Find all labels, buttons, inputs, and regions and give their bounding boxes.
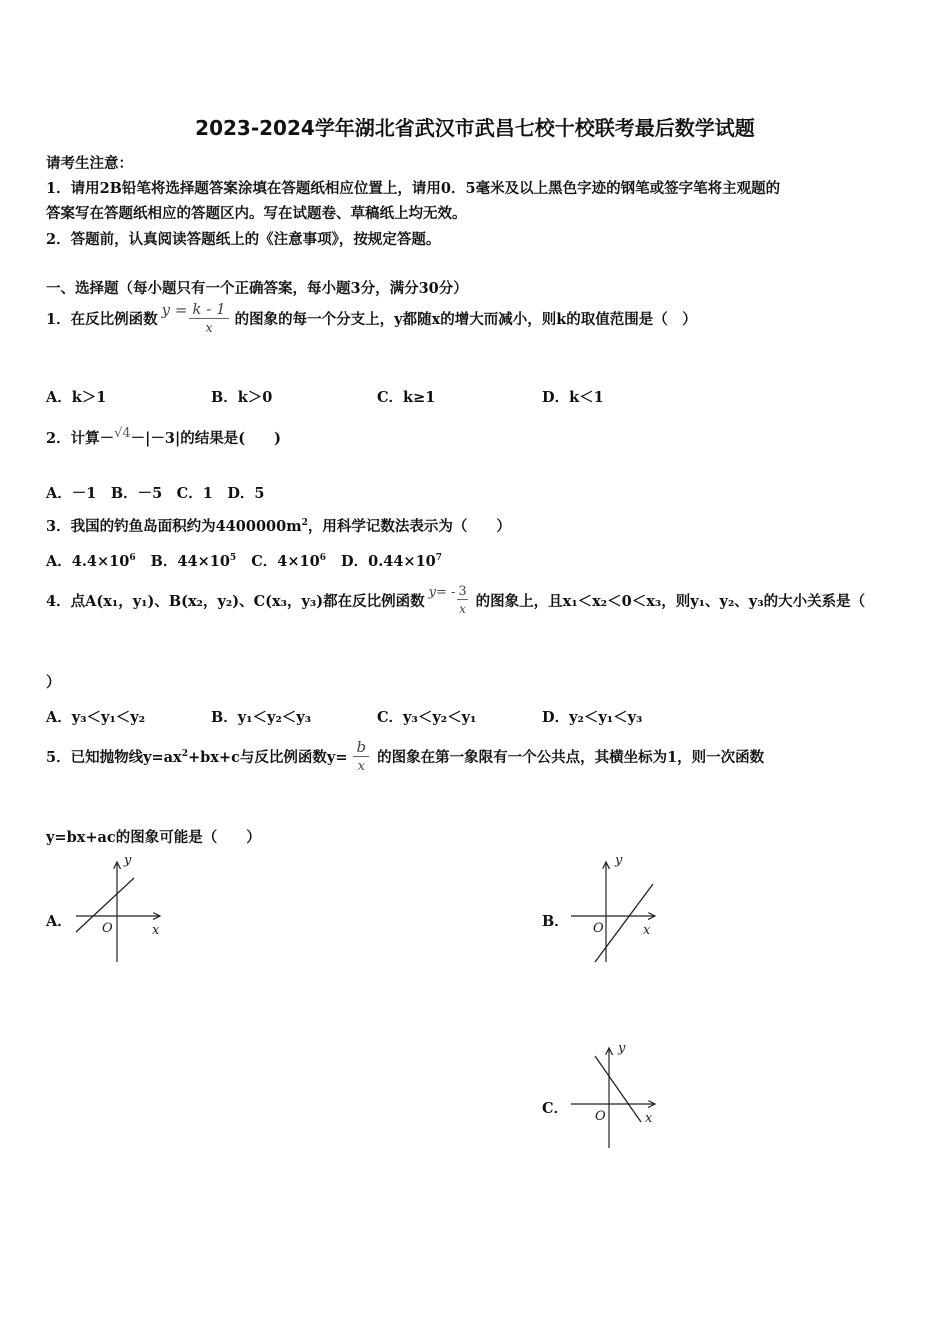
section-heading: 一、选择题（每小题只有一个正确答案，每小题3分，满分30分） bbox=[46, 280, 468, 297]
q5-line-2: y=bx+ac的图象可能是（ ） bbox=[46, 829, 261, 846]
page-title: 2023-2024学年湖北省武汉市武昌七校十校联考最后数学试题 bbox=[195, 116, 755, 140]
q2-suffix: －|－3|的结果是( ) bbox=[130, 430, 282, 447]
origin-label: O bbox=[102, 921, 113, 936]
q5-option-c-graph bbox=[565, 1036, 665, 1151]
q3-option-b: B．44×10 bbox=[150, 553, 230, 570]
q4-option-d: D．y₂＜y₁＜y₃ bbox=[542, 709, 643, 726]
question-4 bbox=[46, 584, 865, 616]
q4-closing: ） bbox=[46, 674, 61, 691]
q5-prefix-a: 5．已知抛物线y=ax bbox=[46, 748, 182, 766]
notice-line-2: 答案写在答题纸相应的答题区内。写在试题卷、草稿纸上均无效。 bbox=[46, 205, 467, 222]
q3-option-c: C．4×10 bbox=[251, 553, 320, 570]
q5-prefix-exp: 2 bbox=[181, 748, 188, 759]
q3-text-exp: 2 bbox=[301, 518, 308, 529]
question-3 bbox=[46, 515, 511, 536]
x-label: x bbox=[643, 923, 651, 938]
q5-option-b-graph bbox=[565, 850, 665, 965]
q4-denominator: x bbox=[459, 602, 466, 616]
q1-numerator: k - 1 bbox=[189, 300, 228, 319]
origin-label: O bbox=[595, 1109, 606, 1124]
q5-denominator: x bbox=[357, 759, 365, 774]
q1-prefix: 1．在反比例函数 bbox=[46, 310, 158, 328]
q3-text-a: 3．我国的钓鱼岛面积约为4400000m bbox=[46, 518, 302, 535]
q4-suffix: 的图象上，且x₁＜x₂＜0＜x₃，则y₁、y₂、y₃的大小关系是（ bbox=[475, 592, 866, 610]
q1-option-a: A．k＞1 bbox=[46, 389, 107, 406]
q3-text-b: ，用科学记数法表示为（ ） bbox=[307, 518, 511, 535]
q5-option-c-label: C． bbox=[542, 1100, 569, 1117]
x-label: x bbox=[152, 923, 160, 938]
notice-line-1: 1．请用2B铅笔将选择题答案涂填在答题纸相应位置上，请用0．5毫米及以上黑色字迹的钢笔或签字笔将主观题的 bbox=[46, 180, 781, 197]
q2-options: A．－1 B．－5 C．1 D．5 bbox=[46, 485, 265, 502]
x-label: x bbox=[645, 1111, 653, 1126]
q3-option-b-exp: 5 bbox=[229, 553, 237, 564]
y-label: y bbox=[124, 853, 132, 868]
notice-line-3: 2．答题前，认真阅读答题纸上的《注意事项》，按规定答题。 bbox=[46, 231, 441, 248]
q4-option-a: A．y₃＜y₁＜y₂ bbox=[46, 709, 146, 726]
y-label: y bbox=[615, 853, 623, 868]
q1-option-b: B．k＞0 bbox=[211, 389, 273, 406]
q1-option-d: D．k＜1 bbox=[542, 389, 604, 406]
q4-fraction bbox=[455, 584, 469, 616]
q3-option-a-exp: 6 bbox=[129, 553, 136, 564]
q4-option-b: B．y₁＜y₂＜y₃ bbox=[211, 709, 312, 726]
q3-option-d: D．0.44×10 bbox=[341, 553, 436, 570]
q4-numerator: 3 bbox=[458, 584, 467, 599]
q3-option-a: A．4.4×10 bbox=[46, 553, 130, 570]
q1-suffix: 的图象的每一个分支上，y都随x的增大而减小，则k的取值范围是（ ） bbox=[234, 310, 697, 328]
q1-denominator: x bbox=[205, 321, 213, 336]
q2-prefix: 2．计算－ bbox=[46, 430, 115, 447]
q3-option-d-exp: 7 bbox=[435, 553, 443, 564]
q3-option-c-exp: 6 bbox=[319, 553, 326, 564]
q5-numerator: b bbox=[353, 738, 369, 757]
y-label: y bbox=[618, 1041, 626, 1056]
q4-prefix: 4．点A(x₁，y₁)、B(x₂，y₂)、C(x₃，y₃)都在反比例函数 bbox=[46, 592, 425, 610]
q3-options bbox=[46, 550, 442, 571]
question-1 bbox=[46, 300, 697, 336]
q5-option-a-label: A． bbox=[46, 913, 72, 930]
q1-fraction bbox=[189, 300, 228, 336]
q5-fraction bbox=[353, 738, 369, 774]
q2-radical: √4 bbox=[114, 426, 131, 441]
q5-option-b-label: B． bbox=[542, 913, 569, 930]
q1-formula-lhs: y = bbox=[161, 301, 188, 319]
q4-formula-lhs: y= - bbox=[428, 584, 456, 600]
q5-option-a-graph bbox=[68, 850, 168, 965]
q4-option-c: C．y₃＜y₂＜y₁ bbox=[377, 709, 477, 726]
question-5 bbox=[46, 738, 764, 774]
q5-prefix-b: +bx+c与反比例函数y= bbox=[187, 748, 348, 766]
origin-label: O bbox=[593, 921, 604, 936]
notice-heading: 请考生注意： bbox=[46, 155, 133, 172]
q1-option-c: C．k≥1 bbox=[377, 389, 436, 406]
q5-suffix: 的图象在第一象限有一个公共点，其横坐标为1，则一次函数 bbox=[377, 748, 765, 766]
question-2 bbox=[46, 427, 281, 448]
